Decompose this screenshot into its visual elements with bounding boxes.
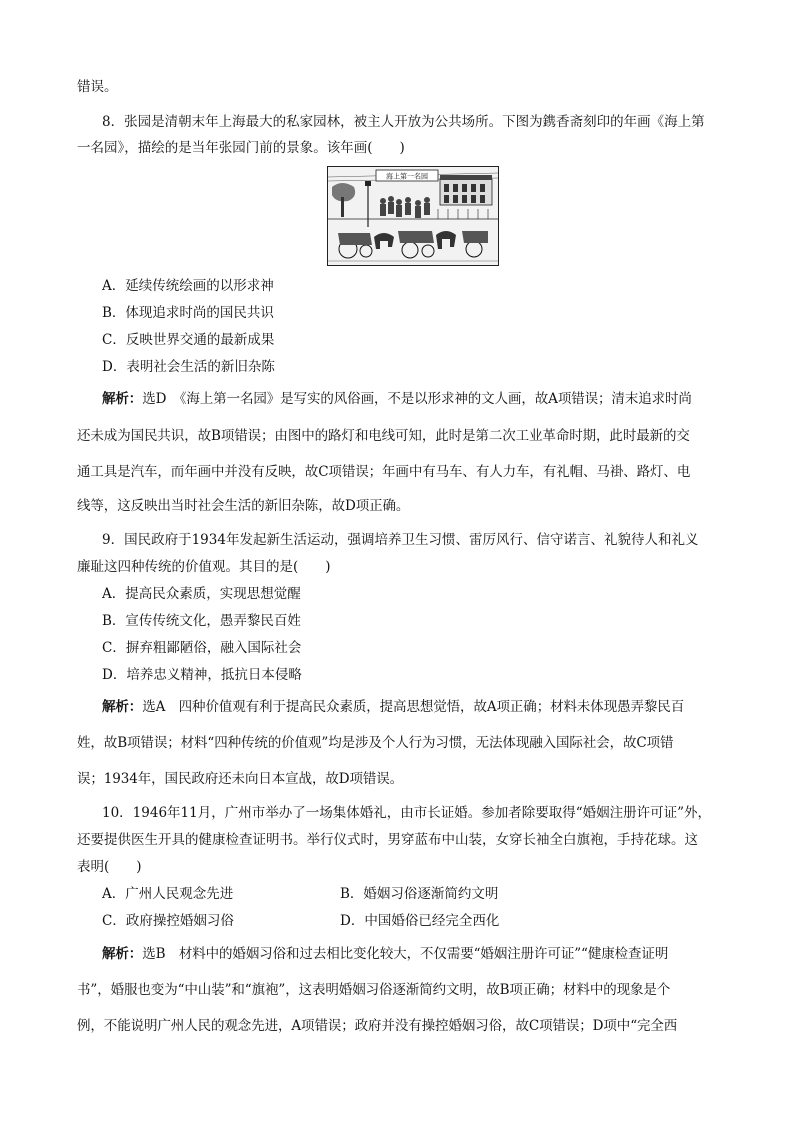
q8-stem-line2: 一名园》，描绘的是当年张园门前的景象。该年画( ) <box>77 140 405 156</box>
q8-analysis-line3: 通工具是汽车，而年画中并没有反映，故C项错误；年画中有马车、有人力车，有礼帽、马褂、路灯、电 <box>77 464 691 480</box>
q8-stem-line1: 8．张园是清朝末年上海最大的私家园林，被主人开放为公共场所。下图为鎸香斋刻印的年画《海上第 <box>102 114 705 130</box>
q10-stem-line1: 10．1946年11月，广州市举办了一场集体婚礼，由市长证婚。参加者除要取得“婚姻注册许可证”外， <box>102 805 712 821</box>
q8-analysis-line2: 还未成为国民共识，故B项错误；由图中的路灯和电线可知，此时是第二次工业革命时期，此时最新的交 <box>77 428 690 444</box>
q9-stem-line2: 廉耻这四种传统的价值观。其目的是( ) <box>77 559 331 575</box>
q8-option-a: A．延续传统绘画的以形求神 <box>102 278 274 294</box>
q10-analysis-label: 解析： <box>102 946 143 962</box>
q10-option-a: A．广州人民观念先进 <box>102 886 234 902</box>
q8-analysis-label: 解析： <box>102 391 143 407</box>
q10-stem-line2: 还要提供医生开具的健康检查证明书。举行仪式时，男穿蓝布中山装，女穿长袖全白旗袍，手持花球。这 <box>77 832 698 848</box>
q9-analysis-line3: 误；1934年，国民政府还未向日本宣战，故D项错误。 <box>77 771 404 787</box>
q10-option-b: B．婚姻习俗逐渐简约文明 <box>340 886 499 902</box>
previous-answer-tail: 错误。 <box>77 79 118 95</box>
q9-option-b: B．宣传传统文化，愚弄黎民百姓 <box>102 613 301 629</box>
q10-analysis-line1 <box>102 945 727 964</box>
new-year-painting-image <box>327 166 499 266</box>
q10-option-d: D．中国婚俗已经完全西化 <box>340 913 500 929</box>
q10-analysis-text1: 选B 材料中的婚姻习俗和过去相比变化较大，不仅需要“婚姻注册许可证”“健康检查证明 <box>142 946 669 962</box>
q10-stem-line3: 表明( ) <box>77 859 142 875</box>
q9-analysis-line1 <box>102 698 727 717</box>
q9-stem-line1: 9．国民政府于1934年发起新生活运动，强调培养卫生习惯、雷厉风行、信守诺言、礼貌待人和礼义 <box>102 532 699 548</box>
q9-analysis-label: 解析： <box>102 699 143 715</box>
q10-option-c: C．政府操控婚姻习俗 <box>102 913 234 929</box>
q9-option-c: C．摒弃粗鄙陋俗，融入国际社会 <box>102 640 302 656</box>
q9-analysis-line2: 姓，故B项错误；材料“四种传统的价值观”均是涉及个人行为习惯，无法体现融入国际社会，故C项错 <box>77 735 674 751</box>
q9-option-d: D．培养忠义精神，抵抗日本侵略 <box>102 667 302 683</box>
q8-option-b: B．体现追求时尚的国民共识 <box>102 305 274 321</box>
q9-option-a: A．提高民众素质，实现思想觉醒 <box>102 586 301 602</box>
q8-option-c: C．反映世界交通的最新成果 <box>102 332 275 348</box>
q9-analysis-text1: 选A 四种价值观有利于提高民众素质，提高思想觉悟，故A项正确；材料未体现愚弄黎民百 <box>142 699 685 715</box>
q10-analysis-line3: 例，不能说明广州人民的观念先进，A项错误；政府并没有操控婚姻习俗，故C项错误；D项中“完全西 <box>77 1018 678 1034</box>
q8-analysis-text1: 选D 《海上第一名园》是写实的风俗画，不是以形求神的文人画，故A项错误；清末追求时尚 <box>142 391 692 407</box>
q8-option-d: D．表明社会生活的新旧杂陈 <box>102 359 275 375</box>
q8-analysis-line4: 线等，这反映出当时社会生活的新旧杂陈，故D项正确。 <box>77 498 410 514</box>
q10-analysis-line2: 书”，婚服也变为“中山装”和“旗袍”，这表明婚姻习俗逐渐简约文明，故B项正确；材料中的现象是个 <box>77 982 671 998</box>
q8-analysis-line1 <box>102 390 727 409</box>
painting-title: 海上第一名园 <box>386 172 428 181</box>
